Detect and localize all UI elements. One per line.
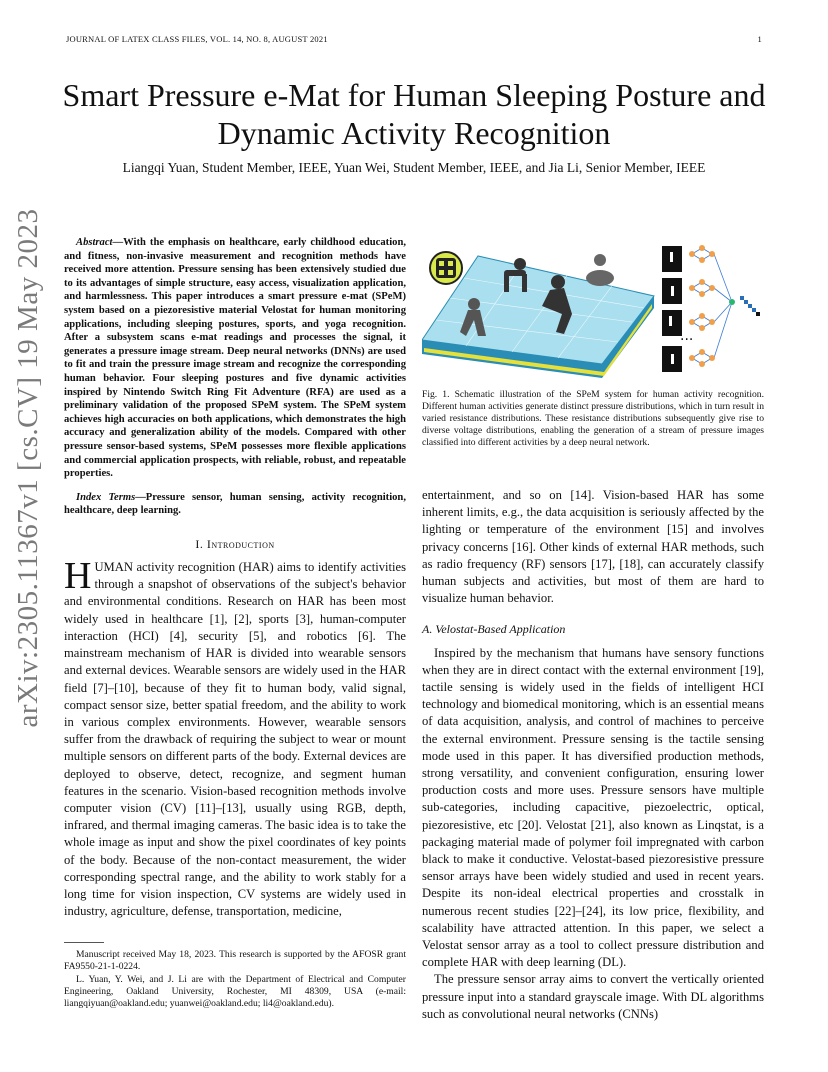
stream-ellipsis: ... <box>680 328 694 344</box>
page-number: 1 <box>757 34 762 44</box>
paper-title: Smart Pressure e-Mat for Human Sleeping Posture and Dynamic Activity Recognition <box>62 77 766 151</box>
left-column <box>64 236 406 920</box>
right-column-text <box>422 487 764 1023</box>
index-terms-text: —Pressure sensor, human sensing, activity recognition, healthcare, deep learning. <box>64 491 406 517</box>
arxiv-stamp: arXiv:2305.11367v1 [cs.CV] 19 May 2023 <box>12 208 44 728</box>
journal-name: JOURNAL OF LATEX CLASS FILES, VOL. 14, NO. 8, AUGUST 2021 <box>66 34 328 44</box>
right-paragraph-2: Inspired by the mechanism that humans have sensory functions when they are in direct contact with the external environment [19], tactile sensing is widely used in the fields of intelligent HCI technology and biomedical monitoring, which is an essential means of data acquisition, analysis, and control of machines to perceive the external environment. Pressure sensing is the tactile sensing mode used in this paper. It has diversified production methods, strong versatility, and convenient configuration, ensuring lower production costs and more uses. Pressure sensors have multiple sub-categories, including capacitive, piezoelectric, optical, piezoresistive, etc [20]. Velostat [21], also known as Linqstat, is a packaging material made of polymer foil impregnated with carbon black to make it conductive. Velostat-based piezoresistive pressure sensor arrays have been widely studied and used in recent years. Despite its non-ideal electrical properties and crosstalk in numerous recent studies [22]–[24], its low price, flexibility, and scalability have attracted attention. In this paper, we select a Velostat sensor array as a tool to collect pressure distribution and complete HAR with deep learning (DL). <box>422 645 764 970</box>
right-paragraph-3: The pressure sensor array aims to convert the vertically oriented pressure input into a standard grayscale image. With DL algorithms such as convolutional neural networks (CNNs) <box>422 972 764 1021</box>
neural-network-icon <box>692 248 732 364</box>
running-header <box>66 34 762 44</box>
footnote-rule <box>64 942 104 943</box>
drop-cap: H <box>64 555 92 598</box>
figure-caption: Fig. 1. Schematic illustration of the SPeM system for human activity recognition. Different human activities generate distinct pressure distributions, which in turn result in varied resistance distributions. These resistance distributions subsequently give rise to diverse voltage distributions, enabling the generation of a stream of pressure images classified into different activities by a deep neural network. <box>422 389 764 448</box>
index-terms-label: Index Terms <box>76 491 136 503</box>
abstract <box>64 236 406 481</box>
output-matrix-icon <box>740 296 760 316</box>
subsection-heading-a: A. Velostat-Based Application <box>422 622 566 637</box>
intro-paragraph <box>64 555 406 920</box>
footnote-manuscript: Manuscript received May 18, 2023. This research is supported by the AFOSR grant FA9550-21-1-0224. <box>64 949 406 973</box>
section-heading-introduction: I. Introduction <box>195 536 275 551</box>
figure-1-illustration <box>422 236 764 386</box>
footnotes <box>64 949 406 1010</box>
abstract-text: —With the emphasis on healthcare, early childhood education, and fitness, non-invasive measurement and recognition methods have received more attention. Pressure sensing has been extensively studied due to its advantages of simple structure, easy access, visualization application, and harmlessness. This paper introduces a smart pressure e-mat (SPeM) system based on a piezoresistive material Velostat for human monitoring applications, including sleeping postures, sports, and yoga recognition. After a subsystem scans e-mat readings and processes the signal, it generates a pressure image stream. Deep neural networks (DNNs) are used to fit and train the pressure image stream and recognize the corresponding human behavior. Four sleeping postures and five dynamic activities inspired by Nintendo Switch Ring Fit Adventure (RFA) are used as a preliminary validation of the proposed SPeM system. The SPeM system achieves high accuracies on both applications, which demonstrates the high accuracy and generalization ability of the models. Compared with other pressure sensor-based systems, SPeM possesses more flexible applications and commercial application prospects, with reliable, robust, and repeatable properties. <box>64 237 406 480</box>
intro-text: UMAN activity recognition (HAR) aims to identify activities through a snapshot of observations of the subject's behavior and environmental conditions. Research on HAR has been most widely used in healthcare [1], [2], sports [3], human-computer interaction (HCI) [4], security [5], and robotics [6]. The mainstream mechanism of HAR is divided into wearable sensors and external devices. Wearable sensors are widely used in the HAR field [7]–[10], because of they fit to human body, valid signal, compact sensor size, better spatial freedom, and the ability to work in various complex environments. However, wearable sensors suffer from the drawback of requiring the subject to wear or mount multiple sensors on different parts of the body. External devices are deployed to observe, detect, recognize, and segment human features in the scenario. Vision-based recognition methods involve computer vision (CV) [11]–[13], usually using RGB, depth, infrared, and thermal imaging cameras. The basic idea is to take the whole image as input and show the pixel coordinates of key points of the body. Because of the non-contact measurement, the wider corresponding spectral range, and the ability to work stably for a long time for vision inspection, CV systems are widely used in industry, agriculture, defense, transportation, medicine, <box>64 560 406 919</box>
index-terms <box>64 491 406 518</box>
right-paragraph-1: entertainment, and so on [14]. Vision-based HAR has some inherent limits, e.g., the data acquisition is seriously affected by the lighting or temperature of the environment [15] and involves privacy concerns [16]. Other kinds of external HAR methods, such as radio frequency (RF) sensors [17], [18], can accurately classify human subjects and activities, but most of them are hard to visualize human behavior. <box>422 488 764 606</box>
abstract-label: Abstract <box>76 237 113 248</box>
author-list: Liangqi Yuan, Student Member, IEEE, Yuan Wei, Student Member, IEEE, and Jia Li, Senior Member, IEEE <box>122 160 706 175</box>
footnote-affiliation: L. Yuan, Y. Wei, and J. Li are with the Department of Electrical and Computer Engineering, Oakland University, Rochester, MI 48309, USA (e-mail: liangqiyuan@oakland.edu; yuanwei@oakland.edu; li4@oakland.edu). <box>64 973 406 1010</box>
pressure-image-stream <box>662 246 693 372</box>
